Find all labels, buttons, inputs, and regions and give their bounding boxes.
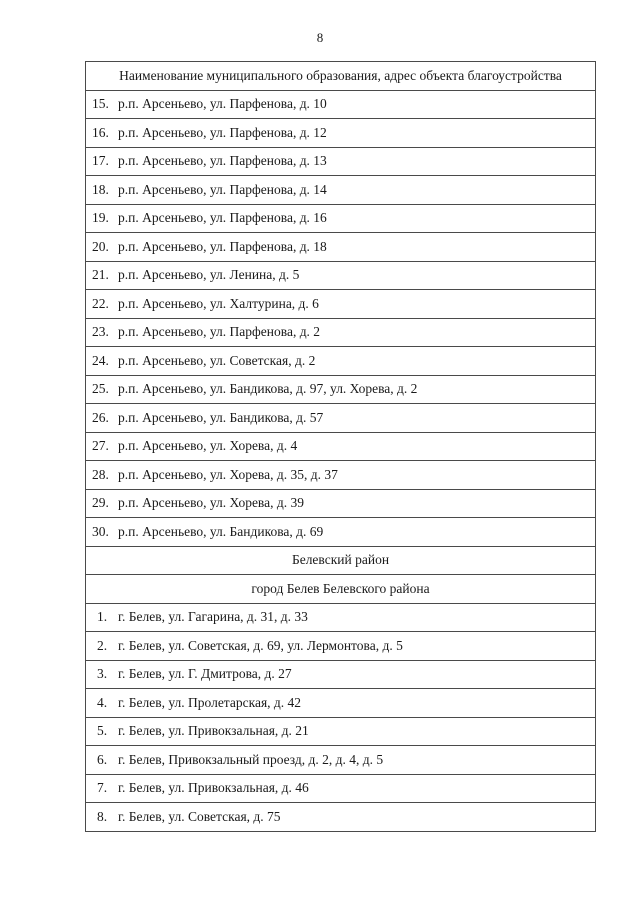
entry-number: 22. xyxy=(92,295,109,311)
entry-cell xyxy=(86,404,596,433)
entry-number: 2. xyxy=(97,637,108,653)
entry-cell xyxy=(86,347,596,376)
entry-number: 16. xyxy=(92,124,109,140)
entry-number: 17. xyxy=(92,153,109,169)
entry-address: р.п. Арсеньево, ул. Хорева, д. 39 xyxy=(118,495,304,511)
entry-number: 20. xyxy=(92,238,109,254)
entry-number: 26. xyxy=(92,409,109,425)
table-row xyxy=(86,461,596,490)
entry-cell xyxy=(86,375,596,404)
entry-cell xyxy=(86,233,596,262)
entry-number: 8. xyxy=(97,808,108,824)
entry-cell xyxy=(86,689,596,718)
entry-address: г. Белев, ул. Пролетарская, д. 42 xyxy=(118,694,302,710)
section-city-title: город Белев Белевского района xyxy=(86,575,596,604)
table-row xyxy=(86,404,596,433)
entry-address: г. Белев, Привокзальный проезд, д. 2, д. 4, д. 5 xyxy=(118,751,384,767)
table-row xyxy=(86,774,596,803)
entry-address: р.п. Арсеньево, ул. Парфенова, д. 16 xyxy=(118,210,327,226)
entry-address: р.п. Арсеньево, ул. Бандикова, д. 57 xyxy=(118,409,324,425)
entry-address: р.п. Арсеньево, ул. Парфенова, д. 2 xyxy=(118,324,321,340)
table-row xyxy=(86,603,596,632)
entry-address: г. Белев, ул. Советская, д. 75 xyxy=(118,808,281,824)
entry-address: р.п. Арсеньево, ул. Хорева, д. 35, д. 37 xyxy=(118,466,338,482)
entry-address: р.п. Арсеньево, ул. Ленина, д. 5 xyxy=(118,267,300,283)
table-row xyxy=(86,347,596,376)
entry-number: 27. xyxy=(92,438,109,454)
entry-cell xyxy=(86,489,596,518)
entry-cell xyxy=(86,290,596,319)
table-row xyxy=(86,746,596,775)
entry-address: р.п. Арсеньево, ул. Парфенова, д. 13 xyxy=(118,153,327,169)
entry-address: р.п. Арсеньево, ул. Бандикова, д. 97, ул. Хорева, д. 2 xyxy=(118,381,418,397)
entry-cell xyxy=(86,432,596,461)
table-row xyxy=(86,803,596,832)
entry-number: 19. xyxy=(92,210,109,226)
entry-cell xyxy=(86,603,596,632)
section-district-title: Белевский район xyxy=(86,546,596,575)
entry-number: 30. xyxy=(92,523,109,539)
entry-address: г. Белев, ул. Привокзальная, д. 21 xyxy=(118,723,309,739)
page-number: 8 xyxy=(316,30,324,45)
entry-cell xyxy=(86,147,596,176)
table-row xyxy=(86,689,596,718)
entry-number: 23. xyxy=(92,324,109,340)
table-row xyxy=(86,147,596,176)
entry-number: 24. xyxy=(92,352,109,368)
section-row xyxy=(86,575,596,604)
table-row xyxy=(86,489,596,518)
table-row xyxy=(86,233,596,262)
table-row xyxy=(86,204,596,233)
table-row xyxy=(86,318,596,347)
entry-number: 18. xyxy=(92,181,109,197)
entry-cell xyxy=(86,90,596,119)
entry-cell xyxy=(86,803,596,832)
entry-number: 15. xyxy=(92,96,109,112)
entry-number: 3. xyxy=(97,666,108,682)
table-row xyxy=(86,261,596,290)
entry-address: г. Белев, ул. Гагарина, д. 31, д. 33 xyxy=(118,609,308,625)
entry-number: 6. xyxy=(97,751,108,767)
entry-cell xyxy=(86,119,596,148)
section-row xyxy=(86,546,596,575)
table-row xyxy=(86,375,596,404)
entry-cell xyxy=(86,461,596,490)
entry-number: 21. xyxy=(92,267,109,283)
entry-cell xyxy=(86,660,596,689)
entry-number: 4. xyxy=(97,694,108,710)
entry-address: р.п. Арсеньево, ул. Советская, д. 2 xyxy=(118,352,316,368)
entry-number: 5. xyxy=(97,723,108,739)
table-row xyxy=(86,176,596,205)
entry-address: г. Белев, ул. Г. Дмитрова, д. 27 xyxy=(118,666,292,682)
entry-number: 1. xyxy=(97,609,108,625)
table-row xyxy=(86,432,596,461)
entry-number: 7. xyxy=(97,780,108,796)
entry-address: г. Белев, ул. Советская, д. 69, ул. Лермонтова, д. 5 xyxy=(118,637,403,653)
entry-address: р.п. Арсеньево, ул. Халтурина, д. 6 xyxy=(118,295,319,311)
entry-number: 28. xyxy=(92,466,109,482)
entry-cell xyxy=(86,176,596,205)
table-header-row xyxy=(86,62,596,91)
entry-cell xyxy=(86,774,596,803)
entry-cell xyxy=(86,261,596,290)
table-header: Наименование муниципального образования, адрес объекта благоустройства xyxy=(86,62,596,91)
entry-cell xyxy=(86,717,596,746)
entry-cell xyxy=(86,518,596,547)
table-row xyxy=(86,660,596,689)
entry-cell xyxy=(86,204,596,233)
table-row xyxy=(86,290,596,319)
table-row xyxy=(86,518,596,547)
entry-address: р.п. Арсеньево, ул. Парфенова, д. 18 xyxy=(118,238,327,254)
entry-address: р.п. Арсеньево, ул. Парфенова, д. 10 xyxy=(118,96,327,112)
entry-address: р.п. Арсеньево, ул. Бандикова, д. 69 xyxy=(118,523,324,539)
table-row xyxy=(86,90,596,119)
entry-address: р.п. Арсеньево, ул. Парфенова, д. 14 xyxy=(118,181,327,197)
entry-number: 25. xyxy=(92,381,109,397)
table-row xyxy=(86,717,596,746)
entry-address: г. Белев, ул. Привокзальная, д. 46 xyxy=(118,780,309,796)
entry-cell xyxy=(86,318,596,347)
objects-table xyxy=(85,61,596,832)
table-row xyxy=(86,632,596,661)
entry-cell xyxy=(86,632,596,661)
table-row xyxy=(86,119,596,148)
entry-number: 29. xyxy=(92,495,109,511)
entry-address: р.п. Арсеньево, ул. Парфенова, д. 12 xyxy=(118,124,327,140)
entry-address: р.п. Арсеньево, ул. Хорева, д. 4 xyxy=(118,438,298,454)
entry-cell xyxy=(86,746,596,775)
